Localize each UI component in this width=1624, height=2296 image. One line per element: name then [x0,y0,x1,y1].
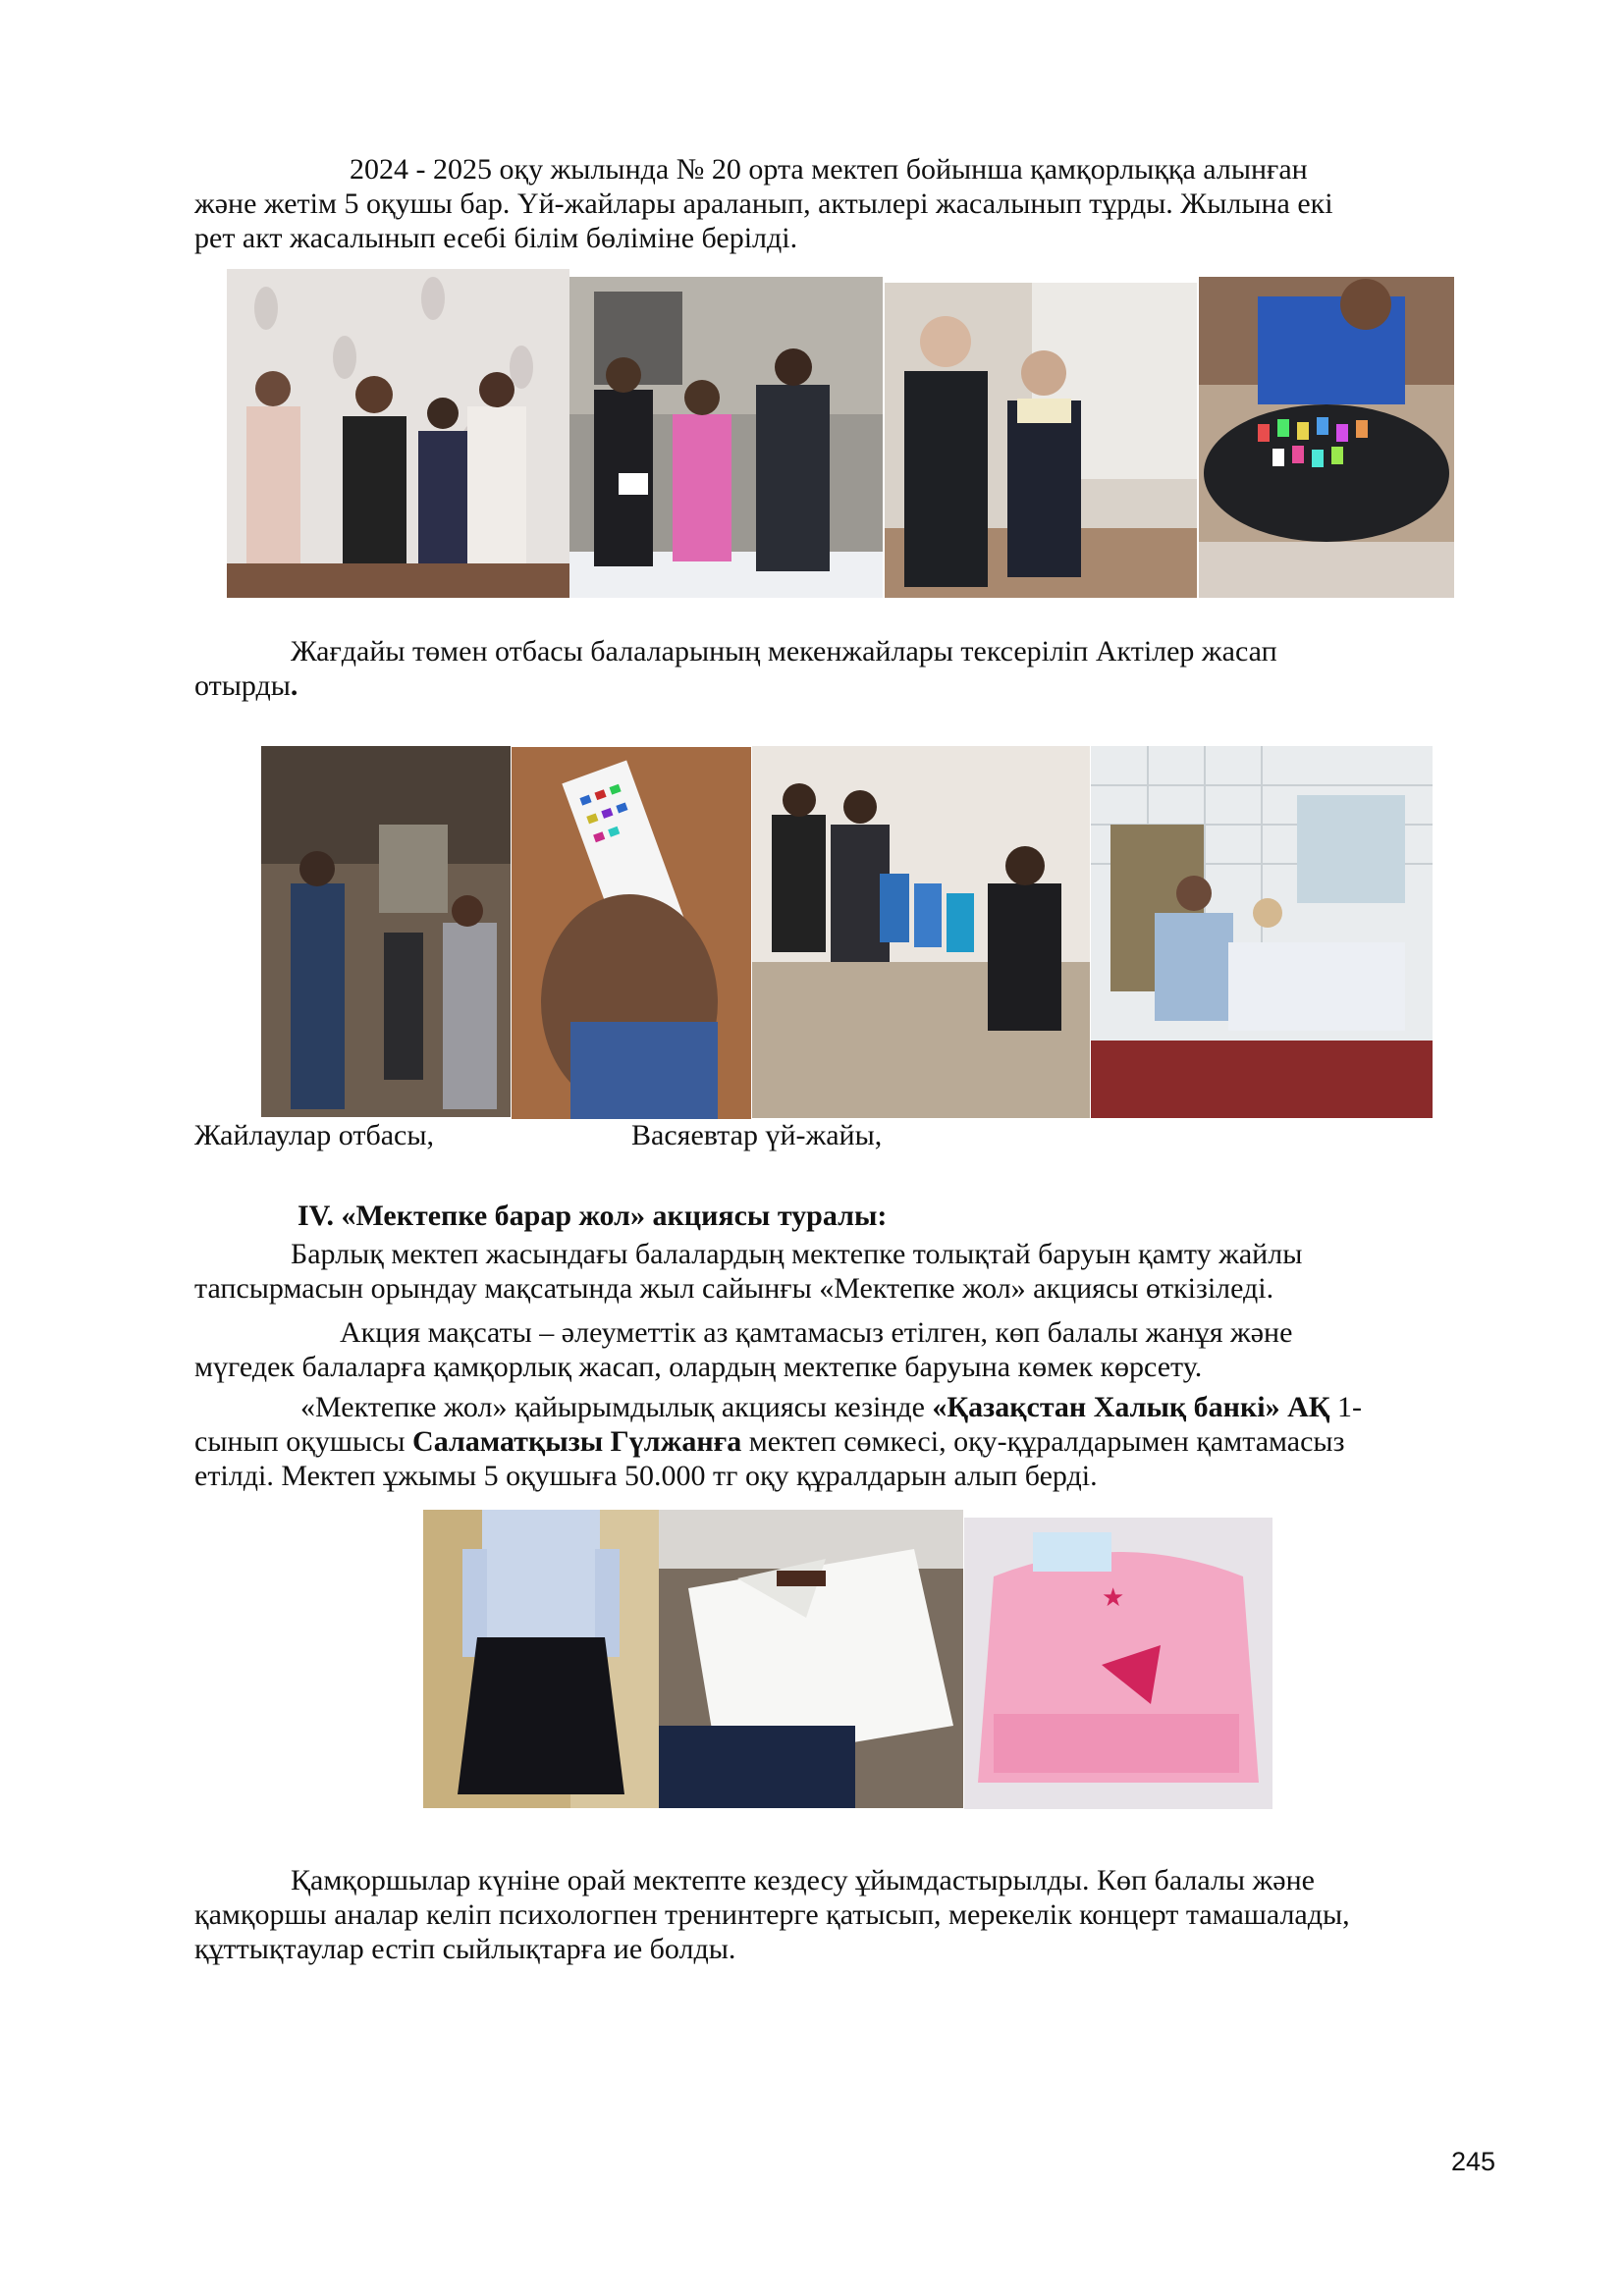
paragraph-goal [194,1315,1498,1384]
paragraph-intro-line1: 2024 - 2025 оқу жылында № 20 орта мектеп бойынша қамқорлыққа алынған [350,153,1308,186]
paragraph-action [194,1237,1498,1306]
paragraph-intro-line2: және жетім 5 оқушы бар. Үй-жайлары араланып, актылері жасалынып тұрды. Жылына екі [194,187,1333,220]
paragraph-charity-line3: етілді. Мектеп ұжымы 5 оқушыға 50.000 тг оқу құралдарын алып берді. [194,1460,1098,1492]
paragraph-guardians [194,1863,1498,1966]
uniform-photo [423,1510,659,1808]
student-supplies-photo [1199,277,1454,598]
bank-name: «Қазақстан Халық банкі» АҚ [932,1391,1330,1423]
paragraph-action-line2: тапсырмасын орындау мақсатында жыл сайынғы «Мектепке жол» акциясы өткізіледі. [194,1272,1274,1305]
kitchen-visit-photo [1091,746,1433,1118]
paragraph-goal-line1: Акция мақсаты – әлеуметтік аз қамтамасыз етілген, көп балалы жанұя және [340,1316,1293,1349]
visit-outdoor-photo [569,277,883,598]
paragraph-charity [194,1390,1498,1493]
paragraph-goal-line2: мүгедек балаларға қамқорлық жасап, олардың мектепке баруына көмек көрсету. [194,1351,1203,1383]
paragraph-intro [194,152,1498,255]
child-desk-photo [512,747,751,1119]
section-heading: IV. «Мектепке барар жол» акциясы туралы: [298,1200,888,1232]
caption-second: Васяевтар үй-жайы, [631,1119,883,1151]
paragraph-action-line1: Барлық мектеп жасындағы балалардың мектепке толықтай баруын қамту жайлы [291,1238,1303,1270]
paragraph-guardians-line2: қамқоршы аналар келіп психологпен тренинтерге қатысып, мерекелік концерт тамашалады, [194,1898,1350,1931]
paragraph-addresses-line1: Жағдайы төмен отбасы балаларының мекенжайлары тексеріліп Актілер жасап [291,635,1277,667]
student-name: Саламатқызы Гүлжанға [412,1425,742,1458]
family-photo [227,269,569,598]
children-uniform-photo [885,283,1197,598]
school-bag-photo [964,1518,1272,1809]
paragraph-charity-line1c: 1- [1329,1391,1363,1423]
paragraph-addresses [194,634,1498,703]
home-inspection-photo [261,746,511,1117]
paragraph-guardians-line3: құттықтаулар естіп сыйлықтарға ие болды. [194,1933,736,1965]
paragraph-charity-line1a: «Мектепке жол» қайырымдылық акциясы кезінде [300,1391,933,1423]
white-shirt-photo [659,1510,963,1808]
paragraph-charity-line2c: мектеп сөмкесі, оқу-құралдарымен қамтамасыз [741,1425,1345,1458]
paragraph-guardians-line1: Қамқоршылар күніне орай мектепте кездесу ұйымдастырылды. Көп балалы және [291,1864,1315,1896]
paragraph-addresses-line2: отырды [194,669,291,702]
svg-text:★: ★ [1102,1583,1125,1613]
caption-first: Жайлаулар отбасы, [194,1119,434,1151]
paragraph-charity-line2a: сынып оқушысы [194,1425,413,1458]
paragraph-intro-line3: рет акт жасалынып есебі білім бөліміне берілді. [194,222,798,254]
page-number: 245 [1451,2147,1496,2176]
family-gathering-photo [752,746,1090,1118]
paragraph-addresses-period: . [290,669,298,702]
